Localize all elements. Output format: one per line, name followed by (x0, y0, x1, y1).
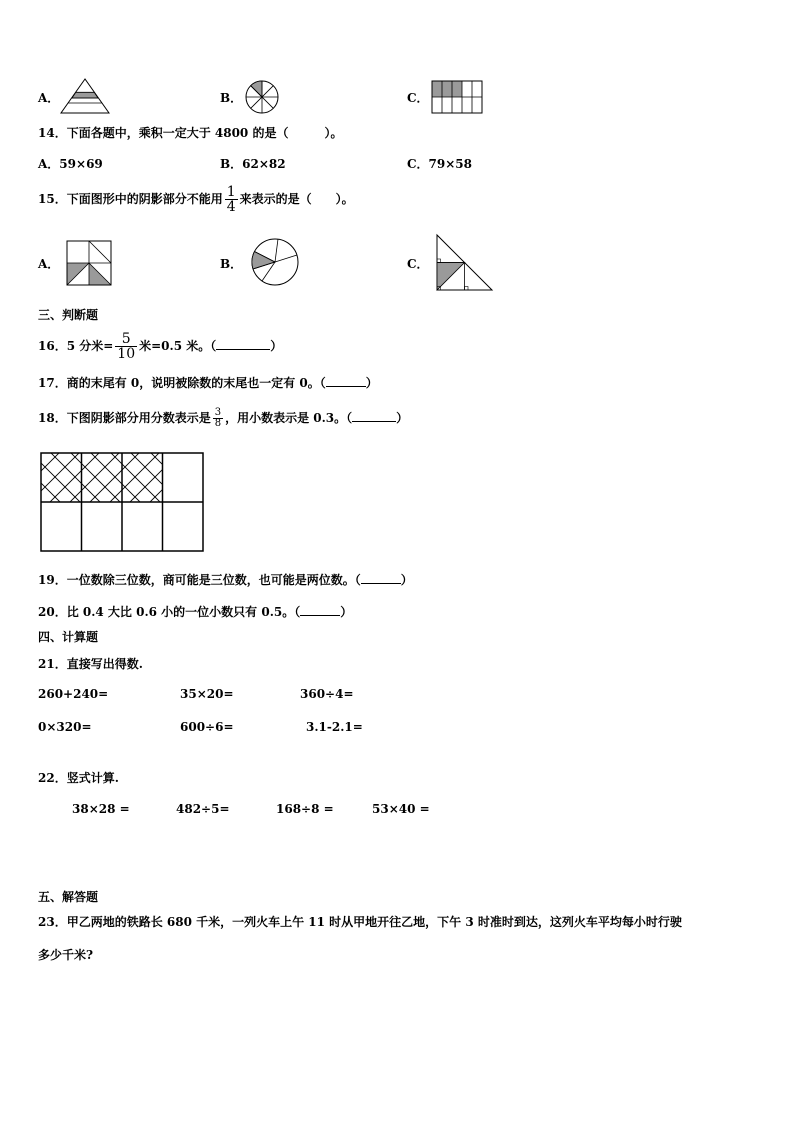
q15-line (38, 184, 354, 214)
q22-item-1: 38×28 = (72, 802, 130, 816)
q16-answer-blank[interactable] (216, 337, 270, 350)
q18-text-before: 18．下图阴影部分用分数表示是 (38, 411, 211, 425)
q15-option-b-label: B． (220, 257, 243, 271)
q18-grid-figure (40, 452, 206, 554)
q16-line (38, 330, 282, 362)
q23-line-2: 多少千米? (38, 948, 94, 962)
q22-item-4: 53×40 = (372, 802, 430, 816)
q21-item-1: 260+240= (38, 687, 109, 701)
q22-item-2: 482÷5= (176, 802, 230, 816)
q17-close-paren: ） (365, 376, 378, 390)
section-4-heading: 四、计算题 (38, 630, 99, 644)
q16-text-before: 16．5 分米= (38, 339, 114, 353)
q13-option-c[interactable] (407, 90, 429, 106)
q21-item-5: 600÷6= (180, 720, 234, 734)
q19-line (38, 571, 413, 588)
q14-option-a[interactable]: A．59×69 (38, 157, 103, 171)
q18-fraction (213, 408, 223, 429)
q13-option-a[interactable] (38, 90, 59, 106)
q21-item-4: 0×320= (38, 720, 92, 734)
q20-line (38, 603, 352, 620)
q16-fraction-denominator: 10 (117, 346, 136, 362)
q21-item-6: 3.1-2.1= (306, 720, 363, 734)
q17-answer-blank[interactable] (326, 374, 366, 387)
q16-fraction-numerator: 5 (121, 331, 131, 347)
q18-text-after: ，用小数表示是 0.3。（ (225, 411, 353, 425)
q13-option-c-label: C． (407, 91, 429, 105)
q20-text: 20．比 0.4 大比 0.6 小的一位小数只有 0.5。（ (38, 605, 301, 619)
q14-text: 14．下面各题中，乘积一定大于 4800 的是（ ）。 (38, 126, 343, 140)
q15-fraction-numerator: 1 (226, 184, 236, 200)
q15-circle-figure (250, 237, 300, 287)
q23-line-1: 23．甲乙两地的铁路长 680 千米，一列火车上午 11 时从甲地开往乙地，下午 3 时准时到达，这列火车平均每小时行驶 (38, 915, 682, 929)
q13-circle-figure (244, 80, 282, 114)
q19-close-paren: ） (400, 573, 413, 587)
q20-close-paren: ） (340, 605, 353, 619)
q21-item-2: 35×20= (180, 687, 234, 701)
q13-rect-grid-figure (431, 80, 483, 114)
q16-fraction (115, 332, 137, 361)
q16-text-after: 米=0.5 米。（ (139, 339, 217, 353)
q15-option-c-label: C． (407, 257, 429, 271)
q15-text-before: 15．下面图形中的阴影部分不能用 (38, 192, 223, 206)
q15-text-after: 来表示的是（ ）。 (239, 192, 354, 206)
q21-item-3: 360÷4= (300, 687, 354, 701)
q13-option-b[interactable] (220, 90, 242, 106)
section-5-heading: 五、解答题 (38, 890, 99, 904)
q18-fraction-numerator: 3 (214, 407, 222, 418)
q13-option-b-label: B． (220, 91, 243, 105)
q18-fraction-denominator: 8 (214, 418, 222, 429)
q20-answer-blank[interactable] (300, 603, 340, 616)
section-3-heading: 三、判断题 (38, 308, 99, 322)
q19-text: 19．一位数除三位数，商可能是三位数，也可能是两位数。（ (38, 573, 361, 587)
q13-triangle-figure (60, 78, 110, 114)
q21-text: 21．直接写出得数. (38, 657, 143, 671)
q18-line (38, 404, 408, 432)
q15-option-a-label: A． (38, 257, 60, 271)
q15-option-c[interactable] (407, 256, 429, 272)
q15-option-a[interactable] (38, 256, 59, 272)
q18-answer-blank[interactable] (352, 409, 396, 422)
q15-option-b[interactable] (220, 256, 242, 272)
q14-option-c[interactable]: C．79×58 (407, 157, 473, 171)
q19-answer-blank[interactable] (361, 571, 401, 584)
q17-line (38, 374, 378, 391)
q15-square-figure (66, 240, 112, 286)
q16-close-paren: ） (270, 339, 283, 353)
q15-triangle-figure (436, 234, 494, 292)
q22-item-3: 168÷8 = (276, 802, 334, 816)
q17-text: 17．商的末尾有 0，说明被除数的末尾也一定有 0。（ (38, 376, 326, 390)
q22-text: 22．竖式计算. (38, 771, 119, 785)
q15-fraction-denominator: 4 (226, 199, 236, 215)
q15-fraction (225, 185, 238, 214)
q13-option-a-label: A． (38, 91, 60, 105)
q18-close-paren: ） (396, 411, 409, 425)
q14-option-b[interactable]: B．62×82 (220, 157, 286, 171)
